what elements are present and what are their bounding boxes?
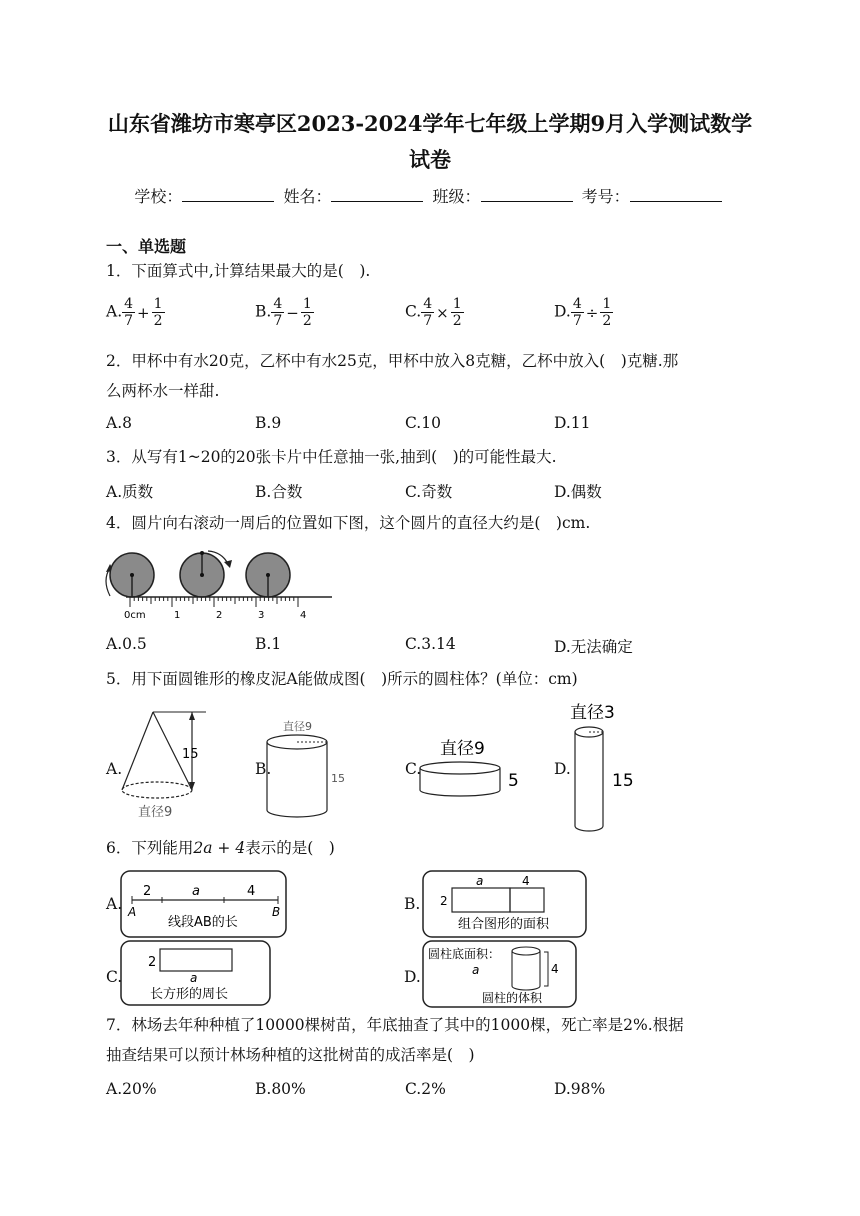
fraction: $\frac{4}{7}$: [273, 296, 283, 329]
cylinder-b-figure: [265, 716, 355, 820]
q3-option-a[interactable]: A.质数: [106, 483, 154, 501]
name-label: 姓名：: [283, 187, 332, 206]
q1-option-b[interactable]: [255, 296, 314, 329]
fraction: $\frac{1}{2}$: [602, 296, 612, 329]
name-blank[interactable]: [331, 187, 423, 202]
q4-option-b[interactable]: B.1: [255, 635, 282, 653]
fraction: $\frac{1}{2}$: [452, 296, 462, 329]
cone-figure: [118, 708, 214, 822]
cylinder-c-height: 5: [508, 771, 519, 791]
page-title: [60, 106, 800, 178]
class-blank[interactable]: [481, 187, 573, 202]
stem-line: 抽查结果可以预计林场种植的这批树苗的成活率是( ): [106, 1046, 475, 1064]
q2-option-a[interactable]: A.8: [106, 414, 132, 432]
title-line-1: 山东省潍坊市寒亭区2023-2024学年七年级上学期9月入学测试数学: [107, 111, 753, 136]
svg-text:线段AB的长: 线段AB的长: [168, 915, 238, 930]
rotation-arrow-left: [106, 568, 110, 596]
fraction: $\frac{1}{2}$: [153, 296, 163, 329]
stem-line: 么两杯水一样甜.: [106, 382, 220, 400]
student-info-row: [0, 184, 860, 207]
title-line-2: 试卷: [409, 147, 451, 172]
question-5-stem: 5．用下面圆锥形的橡皮泥A能做成图( )所示的圆柱体？(单位：cm): [106, 670, 578, 688]
q1-option-a[interactable]: [106, 296, 165, 329]
school-blank[interactable]: [182, 187, 274, 202]
option-letter: A.: [106, 302, 123, 321]
class-label: 班级：: [432, 187, 481, 206]
operator: ×: [436, 303, 449, 322]
expression: 2a + 4: [193, 839, 246, 857]
svg-text:组合图形的面积: 组合图形的面积: [458, 917, 550, 932]
cylinder-d-height: 15: [612, 771, 634, 791]
cone-height-label: 15: [182, 747, 199, 762]
q7-option-a[interactable]: A.20%: [106, 1080, 157, 1098]
svg-text:A: A: [128, 905, 137, 919]
svg-text:a: a: [192, 884, 200, 899]
q4-option-c[interactable]: C.3.14: [405, 635, 456, 653]
operator: ÷: [585, 303, 599, 322]
exam-no-label: 考号：: [581, 187, 630, 206]
question-7-stem: [106, 1010, 756, 1070]
question-6-stem: 6．下列能用2a + 4表示的是( ): [106, 839, 335, 857]
q6-option-c-letter[interactable]: C.: [106, 968, 123, 986]
cone-diameter-label: 直径9: [138, 805, 173, 820]
question-1-stem: 1．下面算式中,计算结果最大的是( ).: [106, 262, 371, 280]
stem-line: 2．甲杯中有水20克，乙杯中有水25克，甲杯中放入8克糖，乙杯中放入( )克糖.那: [106, 352, 679, 370]
q6-option-b-letter[interactable]: B.: [404, 895, 421, 913]
svg-text:2: 2: [143, 884, 152, 899]
q3-option-b[interactable]: B.合数: [255, 483, 303, 501]
q4-option-d[interactable]: D.无法确定: [554, 638, 633, 656]
ruler-label-2: 2: [216, 610, 223, 621]
q6-option-d-box[interactable]: [422, 940, 578, 1010]
ruler-label-3: 3: [258, 610, 265, 621]
q2-option-c[interactable]: C.10: [405, 414, 441, 432]
svg-text:B: B: [272, 905, 281, 919]
q5-option-b-letter[interactable]: B.: [255, 760, 272, 778]
q1-option-c[interactable]: [405, 296, 464, 329]
stem-line: 7．林场去年种种植了10000棵树苗，年底抽查了其中的1000棵，死亡率是2%.根据: [106, 1016, 684, 1034]
q6-option-a-box[interactable]: [120, 870, 288, 940]
svg-text:4: 4: [551, 962, 559, 976]
q6-option-b-box[interactable]: [422, 870, 588, 940]
cylinder-c-diameter: 直径9: [440, 739, 485, 759]
svg-text:2: 2: [440, 894, 448, 908]
question-2-stem: [106, 346, 756, 406]
q5-option-a-letter[interactable]: A.: [106, 760, 123, 778]
svg-text:a: a: [472, 963, 480, 977]
fraction: $\frac{4}{7}$: [124, 296, 134, 329]
cylinder-d-diameter: 直径3: [570, 703, 615, 723]
fraction: $\frac{4}{7}$: [423, 296, 433, 329]
q5-option-d-letter[interactable]: D.: [554, 760, 571, 778]
rolling-disc-figure: [96, 546, 340, 626]
svg-text:a: a: [190, 971, 198, 985]
svg-text:4: 4: [522, 874, 530, 888]
cylinder-b-height: 15: [331, 772, 345, 785]
q5-option-c-letter[interactable]: C.: [405, 760, 422, 778]
q6-option-c-box[interactable]: [120, 940, 272, 1008]
q6-option-d-letter[interactable]: D.: [404, 968, 421, 986]
q1-option-d[interactable]: [554, 296, 613, 329]
cylinder-c-figure: [418, 736, 528, 802]
q2-option-d[interactable]: D.11: [554, 414, 591, 432]
ruler-label-4: 4: [300, 610, 307, 621]
fraction: $\frac{4}{7}$: [572, 296, 582, 329]
svg-text:2: 2: [148, 955, 157, 970]
q3-option-d[interactable]: D.偶数: [554, 483, 602, 501]
option-letter: C.: [405, 302, 422, 321]
operator: −: [286, 303, 299, 322]
q6-option-a-letter[interactable]: A.: [106, 895, 123, 913]
q7-option-d[interactable]: D.98%: [554, 1080, 606, 1098]
ruler-label-0: 0cm: [124, 610, 146, 621]
option-letter: D.: [554, 302, 571, 321]
svg-text:长方形的周长: 长方形的周长: [150, 987, 229, 1002]
q3-option-c[interactable]: C.奇数: [405, 483, 453, 501]
svg-text:4: 4: [247, 884, 256, 899]
question-4-stem: 4．圆片向右滚动一周后的位置如下图，这个圆片的直径大约是( )cm.: [106, 514, 591, 532]
ruler-label-1: 1: [174, 610, 181, 621]
section-heading: 一、单选题: [106, 237, 187, 256]
cylinder-d-figure: [566, 698, 656, 834]
q7-option-b[interactable]: B.80%: [255, 1080, 306, 1098]
school-label: 学校：: [134, 187, 183, 206]
svg-text:圆柱的体积: 圆柱的体积: [482, 991, 543, 1005]
svg-text:a: a: [476, 874, 484, 888]
fraction: $\frac{1}{2}$: [302, 296, 312, 329]
cylinder-b-diameter: 直径9: [283, 720, 312, 733]
question-3-stem: 3．从写有1~20的20张卡片中任意抽一张,抽到( )的可能性最大.: [106, 448, 557, 466]
q7-option-c[interactable]: C.2%: [405, 1080, 446, 1098]
operator: +: [137, 303, 150, 322]
option-letter: B.: [255, 302, 272, 321]
svg-text:圆柱底面积：: 圆柱底面积：: [428, 947, 501, 961]
q2-option-b[interactable]: B.9: [255, 414, 282, 432]
exam-no-blank[interactable]: [630, 187, 722, 202]
q4-option-a[interactable]: A.0.5: [106, 635, 147, 653]
